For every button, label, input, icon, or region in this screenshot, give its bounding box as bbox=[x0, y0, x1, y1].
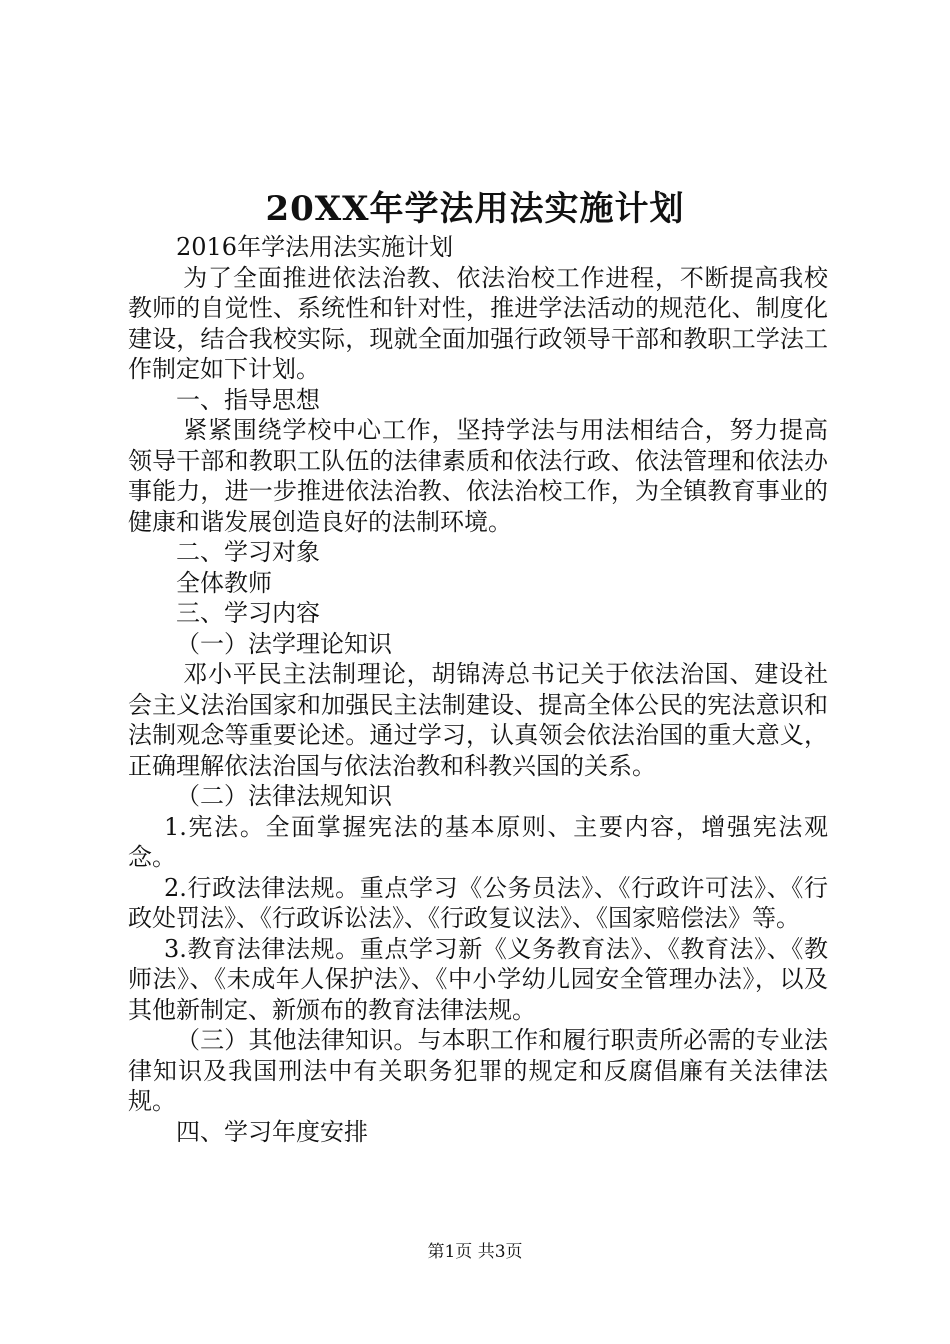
subheading-laws-regulations: （二）法律法规知识 bbox=[176, 782, 392, 810]
document-body bbox=[128, 232, 828, 1147]
section-heading-guiding-ideology: 一、指导思想 bbox=[176, 385, 320, 414]
legal-theory-paragraph: 邓小平民主法制理论，胡锦涛总书记关于依法治国、建设社会主义法治国家和加强民主法制建设、提高全体公民的宪法意识和法制观念等重要论述。通过学习，认真领会依法治国的重大意义，正确理解依法治国与依法治教和科教兴国的关系。 bbox=[128, 660, 828, 780]
section-heading-learning-content: 三、学习内容 bbox=[176, 599, 320, 627]
section-heading-annual-schedule: 四、学习年度安排 bbox=[176, 1117, 368, 1146]
subtitle-paragraph: 2016年学法用法实施计划 bbox=[176, 233, 454, 261]
item-administrative-law: 2.行政法律法规。重点学习《公务员法》、《行政许可法》、《行政处罚法》、《行政诉讼法》、《行政复议法》、《国家赔偿法》等。 bbox=[128, 873, 828, 932]
guiding-ideology-paragraph: 紧紧围绕学校中心工作，坚持学法与用法相结合，努力提高领导干部和教职工队伍的法律素质和依法行政、依法管理和依法办事能力，进一步推进依法治教、依法治校工作，为全镇教育事业的健康和谐发展创造良好的法制环境。 bbox=[128, 416, 828, 536]
subheading-legal-theory: （一）法学理论知识 bbox=[176, 629, 392, 658]
intro-paragraph: 为了全面推进依法治教、依法治校工作进程，不断提高我校教师的自觉性、系统性和针对性，推进学法活动的规范化、制度化建设，结合我校实际，现就全面加强行政领导干部和教职工学法工作制定如下计划。 bbox=[128, 263, 828, 383]
other-laws-paragraph: （三）其他法律知识。与本职工作和履行职责所必需的专业法律知识及我国刑法中有关职务犯罪的规定和反腐倡廉有关法律法规。 bbox=[128, 1026, 828, 1115]
section-heading-learning-target: 二、学习对象 bbox=[176, 538, 320, 566]
item-constitution: 1.宪法。全面掌握宪法的基本原则、主要内容，增强宪法观念。 bbox=[128, 812, 828, 871]
page-footer: 第1页 共3页 bbox=[427, 1242, 523, 1262]
item-education-law: 3.教育法律法规。重点学习新《义务教育法》、《教育法》、《教师法》、《未成年人保护法》、《中小学幼儿园安全管理办法》，以及其他新制定、新颁布的教育法律法规。 bbox=[128, 934, 828, 1024]
learning-target-paragraph: 全体教师 bbox=[176, 568, 272, 597]
document-title: 20XX年学法用法实施计划 bbox=[265, 189, 685, 229]
